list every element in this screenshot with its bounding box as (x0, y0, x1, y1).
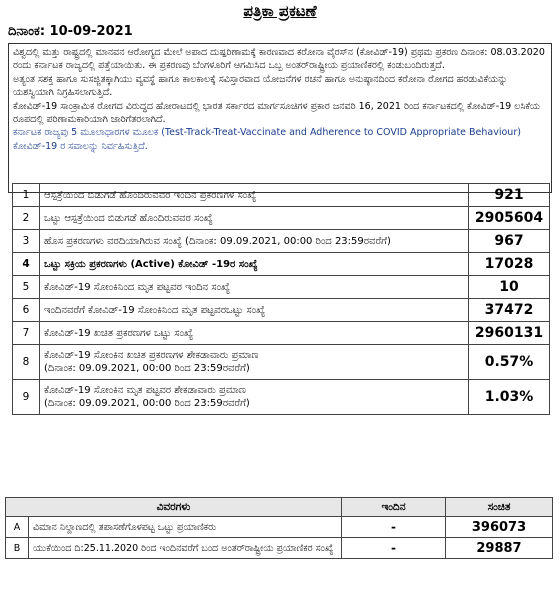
row-description: ಹೊಸ ಪ್ರಕರಣಗಳು ವರದಿಯಾಗಿರುವ ಸಂಖ್ಯೆ (ದಿನಾಂಕ: 09.09.2021, 00:00 ರಿಂದ 23:59ರವರೆಗೆ) (40, 230, 469, 253)
row-number: 2 (13, 207, 40, 230)
row-description: ಆಸ್ಪತ್ರೆಯಿಂದ ಬಿಡುಗಡೆ ಹೊಂದಿರುವವರ ಇಂದಿನ ಪ್ರಕರಣಗಳ ಸಂಖ್ಯೆ (40, 184, 469, 207)
table-row (13, 207, 550, 230)
table-row (13, 253, 550, 276)
stats-table (12, 183, 550, 415)
row-description (40, 345, 469, 380)
row-description: ವಿಮಾನ ನಿಲ್ದಾಣದಲ್ಲಿ ತಪಾಸಣೆಗೊಳಪಟ್ಟ ಒಟ್ಟು ಪ್ರಯಾಣಿಕರು (29, 517, 342, 538)
table-row (6, 517, 553, 538)
row-value: 921 (469, 184, 550, 207)
row-value: 1.03% (469, 380, 550, 415)
table-row (13, 345, 550, 380)
row-number: 6 (13, 299, 40, 322)
row-number: 1 (13, 184, 40, 207)
press-date: ದಿನಾಂಕ: 10-09-2021 (8, 24, 133, 39)
table-row (13, 322, 550, 345)
row-today: - (342, 538, 446, 559)
row-description: ಯುಕೆಯಿಂದ ದಿ:25.11.2020 ರಿಂದ ಇಂದಿನವರೆಗೆ ಬಂದ ಅಂತರ್‌ರಾಷ್ಟ್ರೀಯ ಪ್ರಯಾಣಿಕರ ಸಂಖ್ಯೆ (29, 538, 342, 559)
row-number: 7 (13, 322, 40, 345)
intro-box (8, 43, 552, 193)
row-value: 17028 (469, 253, 550, 276)
row-description (40, 380, 469, 415)
table-row (13, 230, 550, 253)
row-description: ಒಟ್ಟು ಸಕ್ರಿಯ ಪ್ರಕರಣಗಳು (Active) ಕೋವಿಡ್ -19ರ ಸಂಖ್ಯೆ (40, 253, 469, 276)
row-today: - (342, 517, 446, 538)
header-details: ವಿವರಗಳು (6, 498, 342, 517)
row-description: ಕೋವಿಡ್-19 ಖಚಿತ ಪ್ರಕರಣಗಳ ಒಟ್ಟು ಸಂಖ್ಯೆ (40, 322, 469, 345)
table-row (13, 380, 550, 415)
intro-paragraph-2: ಅತ್ಯಂತ ಸಶಕ್ತ ಹಾಗೂ ಸುಸಜ್ಜಿತಕ್ಕಾಗಿಯು ವ್ಯವಸ್ಥೆ ಹಾಗೂ ಕಾಲಕಾಲಕ್ಕೆ ಸವಿಸ್ತಾರವಾದ ಯೋಜನೆಗಳ ರಚನೆ ಹಾಗೂ ಅನುಷ್ಠಾನದಿಂದ ಕರೋನಾ ರೋಗದ ಹರಡುವಿಕೆಯನ್ನು ಯಶಸ್ವಿಯಾಗಿ ನಿಗ್ರಹಿಸಲಾಗುತ್ತಿದೆ. (13, 73, 508, 99)
row-number: 3 (13, 230, 40, 253)
row-description-line-1: ಕೋವಿಡ್-19 ಸೋಂಕಿನ ಮೃತ ಪಟ್ಟವರ ಶೇಕಡಾವಾರು ಪ್ರಮಾಣ (44, 385, 246, 396)
row-letter: A (6, 517, 29, 538)
table-row (6, 538, 553, 559)
row-number: 5 (13, 276, 40, 299)
row-description-line-2: (ದಿನಾಂಕ: 09.09.2021, 00:00 ರಿಂದ 23:59ರವರೆಗೆ) (44, 398, 250, 409)
table-row (13, 184, 550, 207)
row-value: 2905604 (469, 207, 550, 230)
page-title: ಪತ್ರಿಕಾ ಪ್ರಕಟಣೆ (243, 2, 317, 20)
intro-paragraph-1: ವಿಶ್ವದಲ್ಲಿ ಮತ್ತು ರಾಷ್ಟ್ರದಲ್ಲಿ ಮಾನವನ ಆರೋಗ್ಯದ ಮೇಲೆ ಅಪಾದ ದುಷ್ಪರಿಣಾಮಕ್ಕೆ ಕಾರಣವಾದ ಕರೋನಾ ವೈರಸ್‌ನ (ಕೋವಿಡ್-19) ಪ್ರಥಮ ಪ್ರಕರಣ ದಿನಾಂಕ: 08.03.2020 ರಂದು ಕರ್ನಾಟಕ ರಾಜ್ಯದಲ್ಲಿ ಪತ್ತೆಯಾಯಿತು. ಈ ಪ್ರಕರಣವು ಬೆಂಗಳೂರಿಗೆ ಆಗಮಿಸಿದ ಒಬ್ಬ ಅಂತರ್‌ರಾಷ್ಟ್ರೀಯ ಪ್ರಯಾಣಿಕರಲ್ಲಿ ಕಂಡುಬಂದಿರುತ್ತದೆ. (13, 47, 545, 72)
row-description-line-1: ಕೋವಿಡ್-19 ಸೋಂಕಿನ ಖಚಿತ ಪ್ರಕರಣಗಳ ಶೇಕಡಾವಾರು ಪ್ರಮಾಣ (44, 350, 259, 361)
row-cumulative: 29887 (446, 538, 553, 559)
row-description: ಕೋವಿಡ್-19 ಸೋಂಕಿನಿಂದ ಮೃತ ಪಟ್ಟವರ ಇಂದಿನ ಸಂಖ್ಯೆ (40, 276, 469, 299)
row-cumulative: 396073 (446, 517, 553, 538)
row-letter: B (6, 538, 29, 559)
travel-table (5, 497, 553, 559)
row-number: 8 (13, 345, 40, 380)
row-value: 0.57% (469, 345, 550, 380)
row-description: ಒಟ್ಟು ಆಸ್ಪತ್ರೆಯಿಂದ ಬಿಡುಗಡೆ ಹೊಂದಿರುವವರ ಸಂಖ್ಯೆ (40, 207, 469, 230)
header-today: ಇಂದಿನ (342, 498, 446, 517)
header-cumulative: ಸಂಚಿತ (446, 498, 553, 517)
row-number: 9 (13, 380, 40, 415)
row-description: ಇಂದಿನವರೆಗೆ ಕೋವಿಡ್-19 ಸೋಂಕಿನಿಂದ ಮೃತ ಪಟ್ಟವರಒಟ್ಟು ಸಂಖ್ಯೆ (40, 299, 469, 322)
row-number: 4 (13, 253, 40, 276)
table-row (13, 299, 550, 322)
row-description-line-2: (ದಿನಾಂಕ: 09.09.2021, 00:00 ರಿಂದ 23:59ರವರೆಗೆ) (44, 363, 250, 374)
row-value: 967 (469, 230, 550, 253)
intro-paragraph-3: ಕೋವಿಡ್-19 ಸಾಂಕ್ರಾಮಿಕ ರೋಗದ ವಿರುದ್ಧದ ಹೋರಾಟದಲ್ಲಿ ಭಾರತ ಸರ್ಕಾರದ ಮಾರ್ಗಸೂಚಿಗಳ ಪ್ರಕಾರ ಜನವರಿ 16, 2021 ರಿಂದ ಕರ್ನಾಟಕದಲ್ಲಿ ಕೋವಿಡ್-19 ಲಸಿಕೆಯ ರೂಪದಲ್ಲಿ ಪರಿಣಾಮಕಾರಿಯಾಗಿ ಜಾರಿಗೆತರಲಾಗಿದೆ. (13, 100, 540, 126)
travel-header-row (6, 498, 553, 517)
intro-paragraph-4: ಕರ್ನಾಟಕ ರಾಜ್ಯವು 5 ಮೂಲಾಧಾರಗಳ ಮೂಲಕ (Test-Track-Treat-Vaccinate and Adherence to COVID Appropriate Behaviour) ಕೋವಿಡ್-19 ರ ಸವಾಲನ್ನು ನಿರ್ವಹಿಸುತ್ತಿದೆ. (13, 127, 521, 152)
row-value: 37472 (469, 299, 550, 322)
row-value: 10 (469, 276, 550, 299)
row-value: 2960131 (469, 322, 550, 345)
table-row (13, 276, 550, 299)
